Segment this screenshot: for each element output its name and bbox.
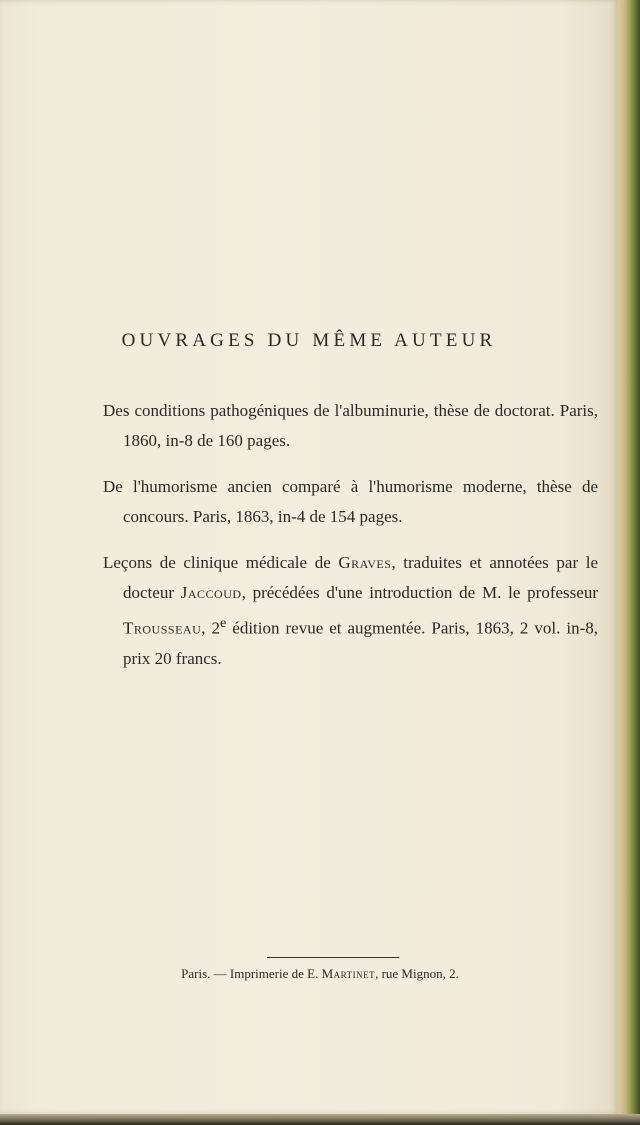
bibliography-entry-3 bbox=[103, 548, 598, 674]
entry-2-text: De l'humorisme ancien comparé à l'humorisme moderne, thèse de concours. Paris, 1863, in-4 de 154 pages. bbox=[103, 477, 598, 526]
printer-imprint bbox=[0, 966, 640, 982]
entry-3-text-part-3: , précédées d'une introduction de M. le professeur bbox=[241, 583, 598, 602]
entry-1-text: Des conditions pathogéniques de l'albuminurie, thèse de doctorat. Paris, 1860, in-8 de 160 pages. bbox=[103, 401, 598, 450]
imprint-suffix: , rue Mignon, 2. bbox=[375, 966, 459, 981]
page-edge-right bbox=[618, 0, 640, 1125]
entry-3-text-part-1: Leçons de clinique médicale de bbox=[103, 553, 339, 572]
author-name-jaccoud: Jaccoud bbox=[180, 583, 242, 602]
imprint-prefix: Paris. — Imprimerie de E. bbox=[181, 966, 322, 981]
entry-3-text-part-4: , 2 bbox=[201, 618, 220, 638]
bibliography-entry-2 bbox=[103, 472, 598, 532]
bibliography-list bbox=[103, 396, 598, 690]
page-heading: OUVRAGES DU MÊME AUTEUR bbox=[121, 330, 497, 351]
edition-superscript: e bbox=[219, 615, 227, 631]
author-name-graves: Graves bbox=[338, 553, 392, 572]
page-edge-bottom bbox=[0, 1114, 640, 1125]
printer-name: Martinet bbox=[321, 966, 376, 981]
entry-3-text-part-5: édition revue et augmentée. Paris, 1863, 2 vol. in-8, prix 20 francs. bbox=[123, 618, 598, 668]
imprint-divider bbox=[267, 957, 399, 958]
bibliography-entry-1 bbox=[103, 396, 598, 456]
entry-3-text-part-2: , traduites et annotées par le docteur bbox=[123, 553, 598, 602]
author-name-trousseau: Trousseau bbox=[123, 618, 202, 638]
